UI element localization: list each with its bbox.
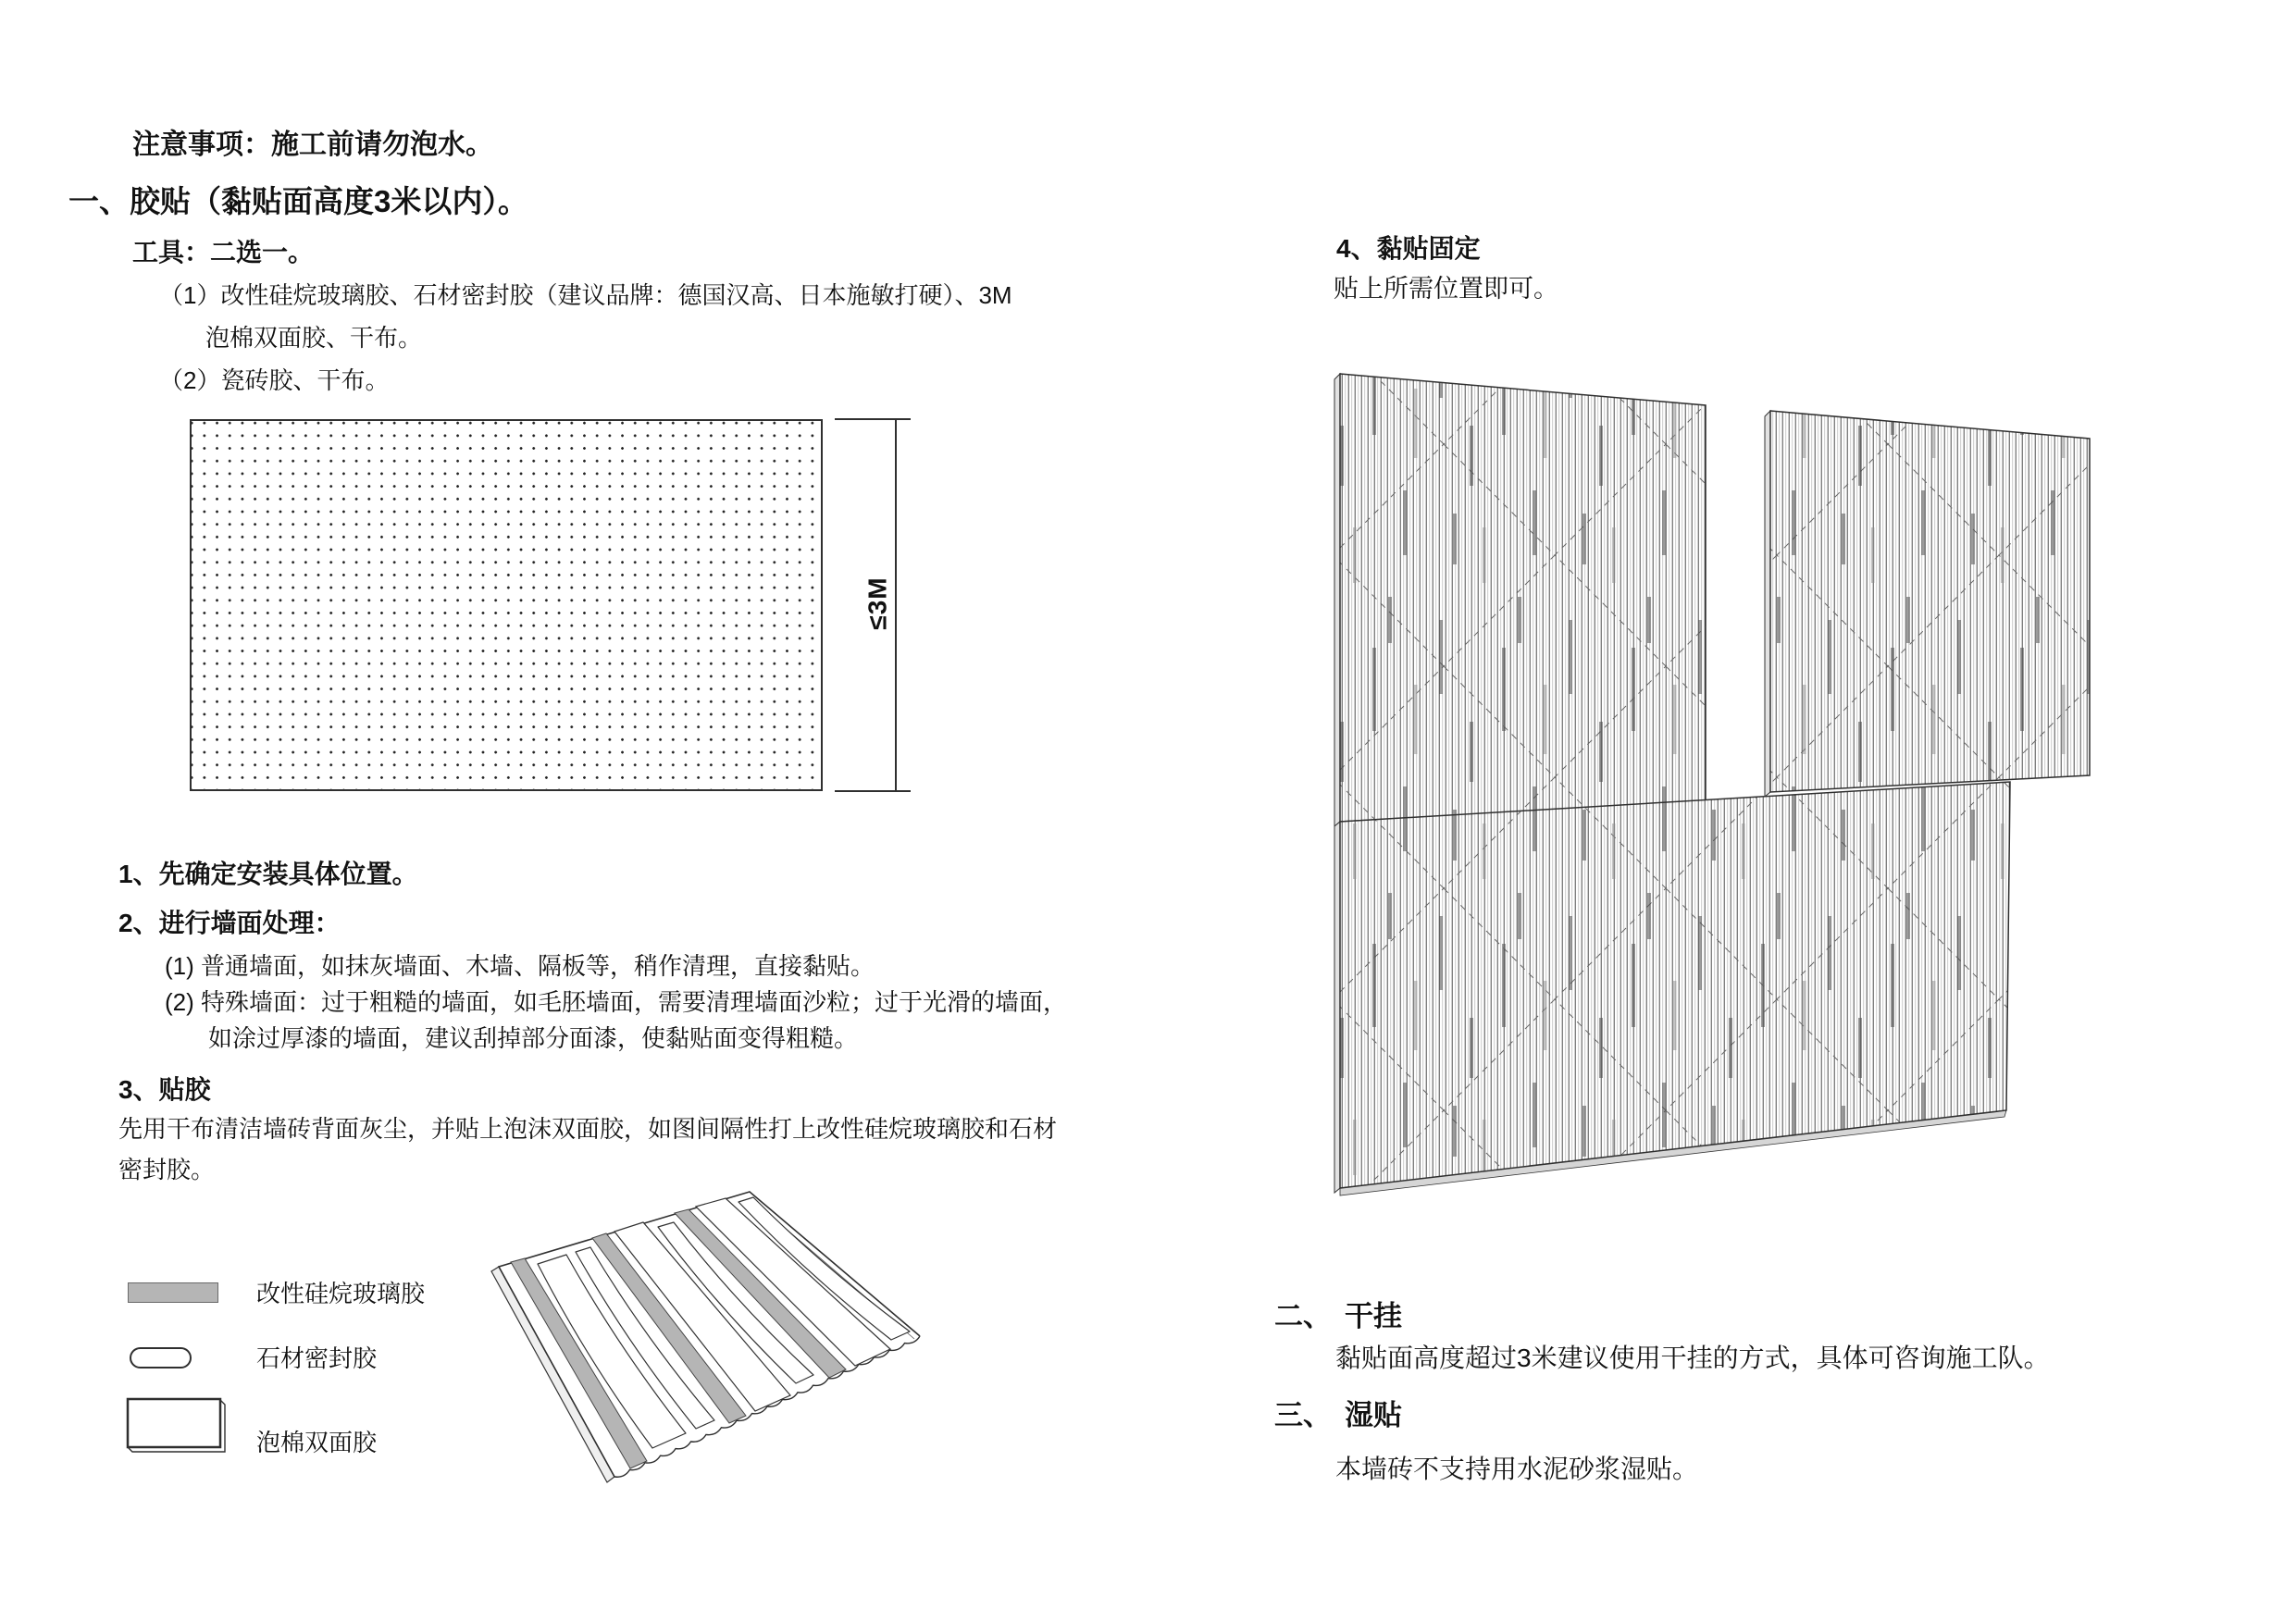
section1-heading [68,184,528,219]
step3-body-line1: 先用干布清洁墙砖背面灰尘，并贴上泡沫双面胶，如图间隔性打上改性硅烷玻璃胶和石材 [118,1115,1058,1143]
section1-title: 胶贴（黏贴面高度3米以内）。 [130,184,528,218]
section2-number: 二、 [1274,1300,1332,1332]
legend-swatch-foam-tape [126,1397,231,1458]
foam-tape-face [128,1399,220,1447]
step1: 1、先确定安装具体位置。 [118,860,418,888]
section3-title: 湿贴 [1345,1399,1402,1431]
height-dimension [824,412,925,805]
section1-number: 一、 [68,184,130,218]
step4: 4、黏贴固定 [1336,234,1481,263]
legend-label-foam-tape: 泡棉双面胶 [256,1429,378,1456]
step4-body: 贴上所需位置即可。 [1334,275,1558,303]
section3-number: 三、 [1274,1399,1332,1431]
tool-option1-line1: （1）改性硅烷玻璃胶、石材密封胶（建议品牌：德国汉高、日本施敏打硬）、3M [159,281,1012,309]
panel-top-right [1770,411,2090,792]
note-heading: 注意事项：施工前请勿泡水。 [132,130,493,160]
panel-bottom-side-face [1334,822,1340,1193]
panel-top-left [1340,374,1706,822]
section3-body: 本墙砖不支持用水泥砂浆湿贴。 [1335,1455,1699,1483]
panel-top-left-side-face [1334,374,1340,826]
legend-label-glass-glue: 改性硅烷玻璃胶 [256,1280,426,1307]
step3-body-line2: 密封胶。 [118,1156,216,1183]
panel-top-right-side-face [1765,411,1770,797]
step2-sub2-line2: 如涂过厚漆的墙面，建议刮掉部分面漆，使黏贴面变得粗糙。 [208,1024,859,1052]
section2-title: 干挂 [1345,1300,1402,1332]
legend-swatch-glass-glue [128,1282,218,1303]
adhesive-area-diagram [190,419,823,791]
step2-sub2-line1: (2) 特殊墙面：过于粗糙的墙面，如毛胚墙面，需要清理墙面沙粒；过于光滑的墙面， [165,988,1068,1016]
dimension-label: ≤3M [863,576,892,630]
tools-label: 工具：二选一。 [132,238,315,266]
step2-sub1: (1) 普通墙面，如抹灰墙面、木墙、隔板等，稍作清理，直接黏贴。 [165,952,875,980]
wall-panels-figure [1296,352,2128,1221]
section2-heading [1274,1300,1402,1333]
section3-heading [1274,1399,1402,1432]
tool-option1-line2: 泡棉双面胶、干布。 [205,324,423,352]
tile-back-figure [472,1166,1046,1508]
step3: 3、贴胶 [118,1075,211,1104]
section2-body: 黏贴面高度超过3米建议使用干挂的方式，具体可咨询施工队。 [1335,1344,2050,1372]
tool-option2: （2）瓷砖胶、干布。 [159,366,390,394]
step2: 2、进行墙面处理： [118,909,341,937]
legend-label-stone-sealant: 石材密封胶 [256,1344,378,1372]
legend-swatch-stone-sealant [130,1347,192,1368]
